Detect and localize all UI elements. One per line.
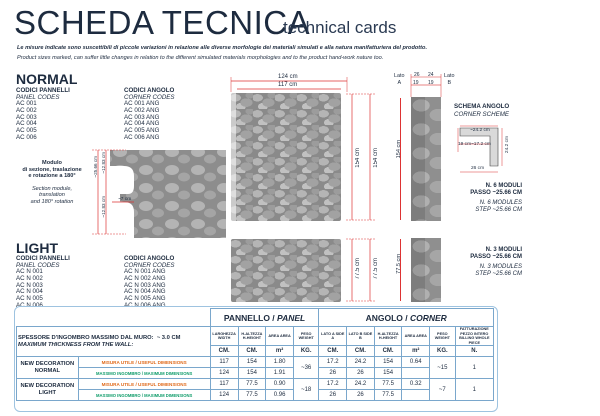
- table-cell: 17.2: [319, 379, 347, 390]
- corner-codes-label: CODICI ANGOLO: [124, 87, 175, 94]
- dim-label: ~7 cm: [118, 197, 132, 202]
- table-cell: 1: [455, 357, 493, 379]
- dim-label: 24.2 cm: [505, 136, 510, 154]
- module-text: translation: [39, 192, 65, 198]
- table-row: [17, 368, 494, 379]
- unit-cell: m²: [266, 346, 294, 357]
- table-cell: ~15: [430, 357, 456, 379]
- corner-shadow: [411, 97, 425, 221]
- column-header: FATTURAZIONE PEZZO INTERO BILLING WHOLE PIECE: [455, 327, 493, 346]
- column-header: LARGHEZZA WIDTH: [210, 327, 238, 346]
- table-cell: 17.2: [319, 357, 347, 368]
- dim-label: 19 cm: [458, 142, 472, 147]
- dim-label: ~12.83 cm: [101, 152, 106, 174]
- modules-text: PASSO ~25.66 CM: [470, 189, 522, 196]
- modules-text: N. 3 MODULI: [485, 247, 522, 253]
- table-cell: ~18: [293, 379, 319, 401]
- max-label: MASSIMO INGOMBRO / MAXIMUM DIMENSIONS: [78, 368, 210, 379]
- panel-codes-label-en: PANEL CODES: [16, 94, 60, 101]
- light-height-a: 77.5 cm: [355, 258, 361, 280]
- dim-label: ~24.2 cm: [470, 128, 490, 133]
- list-item: AC 003: [16, 113, 37, 121]
- modules-text: STEP ~25.66 CM: [475, 270, 522, 277]
- dim-label: ~12.83 cm: [101, 196, 106, 218]
- module-text: Section module,: [31, 185, 73, 192]
- corner-shadow: [411, 238, 425, 302]
- unit-cell: KG.: [430, 346, 456, 357]
- thickness-cell: [17, 327, 211, 357]
- panel-header: [210, 309, 319, 327]
- table-cell: 24.2: [347, 379, 375, 390]
- table-cell: 77.5: [238, 379, 266, 390]
- panel-codes-label: CODICI PANNELLI: [16, 87, 70, 94]
- corner-codes-label: CODICI ANGOLO: [124, 255, 175, 262]
- light-panel-image: [231, 239, 341, 302]
- list-item: AC 004: [16, 120, 37, 128]
- column-header: LATO B SIDE B: [347, 327, 375, 346]
- dim-label: 19: [413, 80, 419, 86]
- light-section-title: LIGHT: [16, 240, 58, 256]
- unit-cell: CM.: [374, 346, 402, 357]
- disclaimer-english: Product sizes marked, can suffer little changes in relation to the different simulated materials morphologies and to the product hand-work nature too.: [17, 55, 384, 61]
- list-item: AC N 005 ANG: [124, 295, 166, 303]
- column-header: AREA AREA: [266, 327, 294, 346]
- table-cell: 124: [210, 368, 238, 379]
- dim-label: 26 cm: [471, 166, 485, 171]
- light-corner-codes: [124, 255, 224, 310]
- corner-header: [319, 309, 494, 327]
- spec-table: [16, 308, 494, 401]
- module-diagram: [86, 146, 226, 238]
- table-cell: 0.32: [402, 379, 430, 390]
- thickness-value: ~ 3.0 CM: [156, 335, 181, 341]
- list-item: AC 001: [16, 100, 37, 107]
- table-cell: 154: [374, 357, 402, 368]
- normal-modules-info: [450, 183, 522, 213]
- module-description: [22, 160, 82, 205]
- normal-corner-codes: [124, 87, 214, 142]
- list-item: AC N 006: [16, 301, 43, 309]
- unit-cell: KG.: [293, 346, 319, 357]
- modules-text: N. 6 MODULI: [485, 183, 522, 189]
- modules-text: N. 3 MODULES: [479, 264, 522, 270]
- dim-label: ~17.2 cm: [471, 142, 491, 147]
- corner-header-it: ANGOLO /: [365, 312, 410, 323]
- table-cell: [402, 368, 430, 379]
- list-item: AC N 001 ANG: [124, 268, 166, 275]
- table-cell: 117: [210, 379, 238, 390]
- panel-codes-label: CODICI PANNELLI: [16, 255, 70, 262]
- normal-height-a: 154 cm: [355, 148, 361, 168]
- corner-codes-label-en: CORNER CODES: [124, 262, 175, 269]
- list-item: AC N 005: [16, 295, 43, 303]
- unit-cell: CM.: [319, 346, 347, 357]
- list-item: AC 006: [16, 133, 37, 141]
- light-panel-codes: [16, 255, 106, 310]
- row-name: NEW DECORATION LIGHT: [17, 379, 79, 401]
- modules-text: N. 6 MODULES: [479, 200, 522, 206]
- table-row: [17, 357, 494, 368]
- table-cell: 1.80: [266, 357, 294, 368]
- corner-header-en: CORNER: [409, 312, 447, 323]
- table-cell: 0.64: [402, 357, 430, 368]
- normal-panel-image: [231, 93, 341, 221]
- dim-label: 24: [428, 72, 434, 78]
- table-cell: 0.96: [266, 390, 294, 401]
- page-title: SCHEDA TECNICA: [14, 4, 311, 41]
- module-text: e rotazione a 180°: [28, 173, 76, 179]
- list-item: AC N 004: [16, 288, 43, 296]
- table-cell: 77.5: [238, 390, 266, 401]
- useful-label: MISURA UTILE / USEFUL DIMENSIONS: [78, 357, 210, 368]
- column-header: H-ALTEZZA H-HEIGHT: [238, 327, 266, 346]
- table-cell: 26: [319, 368, 347, 379]
- column-header: PESO WEIGHT: [293, 327, 319, 346]
- module-text: di sezione, traslazione: [22, 166, 82, 173]
- lato-b-label: Lato B: [444, 73, 455, 86]
- panel-edge-notch: [231, 93, 243, 221]
- unit-cell: CM.: [347, 346, 375, 357]
- modules-text: STEP ~25.66 CM: [475, 206, 522, 213]
- unit-cell: m²: [402, 346, 430, 357]
- table-cell: 154: [238, 357, 266, 368]
- list-item: AC N 003 ANG: [124, 281, 166, 289]
- list-item: AC 002 ANG: [124, 106, 160, 114]
- panel-width-inner: 117 cm: [278, 82, 298, 88]
- light-height-b: 77.5 cm: [373, 258, 379, 280]
- column-header: H-ALTEZZA H-HEIGHT: [374, 327, 402, 346]
- column-header: AREA AREA: [402, 327, 430, 346]
- thickness-label-en: MAXIMUM THICKNESS FROM THE WALL:: [18, 341, 134, 348]
- corner-height-normal: 154 cm: [396, 140, 402, 159]
- corner-height-light: 77.5 cm: [396, 254, 402, 274]
- module-text: and 180° rotation: [30, 198, 74, 205]
- disclaimer-italian: Le misure indicate sono suscettibili di piccole variazioni in relazione alle diverse morfologie dei materiali simulati e alla natura manifatturiera del prodotto.: [17, 45, 428, 51]
- table-cell: 1: [455, 379, 493, 401]
- panel-header-it: PANNELLO /: [223, 312, 278, 323]
- unit-cell: CM.: [210, 346, 238, 357]
- column-header: PESO WEIGHT: [430, 327, 456, 346]
- normal-section-title: NORMAL: [16, 71, 78, 87]
- corner-scheme-title: SCHEMA ANGOLO: [454, 103, 510, 110]
- table-cell: 124: [210, 390, 238, 401]
- list-item: AC N 006 ANG: [124, 301, 166, 309]
- row-name: NEW DECORATION NORMAL: [17, 357, 79, 379]
- panel-width-outer: 124 cm: [278, 74, 298, 80]
- list-item: AC 004 ANG: [124, 120, 160, 128]
- normal-height-b: 154 cm: [373, 148, 379, 168]
- table-cell: 154: [238, 368, 266, 379]
- dim-label: 19: [428, 80, 434, 86]
- lato-a-label: Lato A: [394, 73, 405, 86]
- table-cell: 26: [347, 390, 375, 401]
- table-cell: 77.5: [374, 390, 402, 401]
- column-header: LATO A SIDE A: [319, 327, 347, 346]
- table-cell: ~7: [430, 379, 456, 401]
- corner-scheme-subtitle: CORNER SCHEME: [454, 111, 510, 118]
- max-label: MASSIMO INGOMBRO / MAXIMUM DIMENSIONS: [78, 390, 210, 401]
- corner-codes-label-en: CORNER CODES: [124, 94, 175, 101]
- panel-codes-label-en: PANEL CODES: [16, 262, 60, 269]
- modules-text: PASSO ~25.66 CM: [470, 253, 522, 260]
- unit-cell: N.: [455, 346, 493, 357]
- table-cell: 26: [347, 368, 375, 379]
- table-cell: 0.90: [266, 379, 294, 390]
- list-item: AC N 003: [16, 281, 43, 289]
- table-cell: 117: [210, 357, 238, 368]
- dim-label: ~25.66 cm: [93, 156, 98, 178]
- list-item: AC 002: [16, 106, 37, 114]
- list-item: AC 001 ANG: [124, 100, 160, 107]
- list-item: AC N 001: [16, 268, 43, 275]
- corner-top-dimensions: [403, 73, 447, 97]
- list-item: AC N 004 ANG: [124, 288, 166, 296]
- list-item: AC 005 ANG: [124, 127, 160, 135]
- dimension-line: [400, 98, 401, 220]
- table-cell: 24.2: [347, 357, 375, 368]
- table-row: [17, 379, 494, 390]
- panel-header-en: PANEL: [277, 312, 306, 323]
- table-cell: 26: [319, 390, 347, 401]
- normal-panel-codes: [16, 87, 106, 142]
- table-cell: 154: [374, 368, 402, 379]
- table-cell: [402, 390, 430, 401]
- table-cell: 1.91: [266, 368, 294, 379]
- list-item: AC 006 ANG: [124, 133, 160, 141]
- page-subtitle: technical cards: [283, 18, 397, 37]
- useful-label: MISURA UTILE / USEFUL DIMENSIONS: [78, 379, 210, 390]
- list-item: AC N 002: [16, 274, 43, 282]
- table-cell: ~36: [293, 357, 319, 379]
- list-item: AC 005: [16, 127, 37, 135]
- unit-cell: CM.: [238, 346, 266, 357]
- module-text: Modulo: [42, 160, 62, 166]
- table-row: [17, 390, 494, 401]
- light-modules-info: [450, 247, 522, 277]
- list-item: AC N 002 ANG: [124, 274, 166, 282]
- dim-label: 26: [414, 72, 420, 78]
- thickness-label-it: SPESSORE D'INGOMBRO MASSIMO DAL MURO:: [18, 335, 154, 341]
- list-item: AC 003 ANG: [124, 113, 160, 121]
- table-cell: 77.5: [374, 379, 402, 390]
